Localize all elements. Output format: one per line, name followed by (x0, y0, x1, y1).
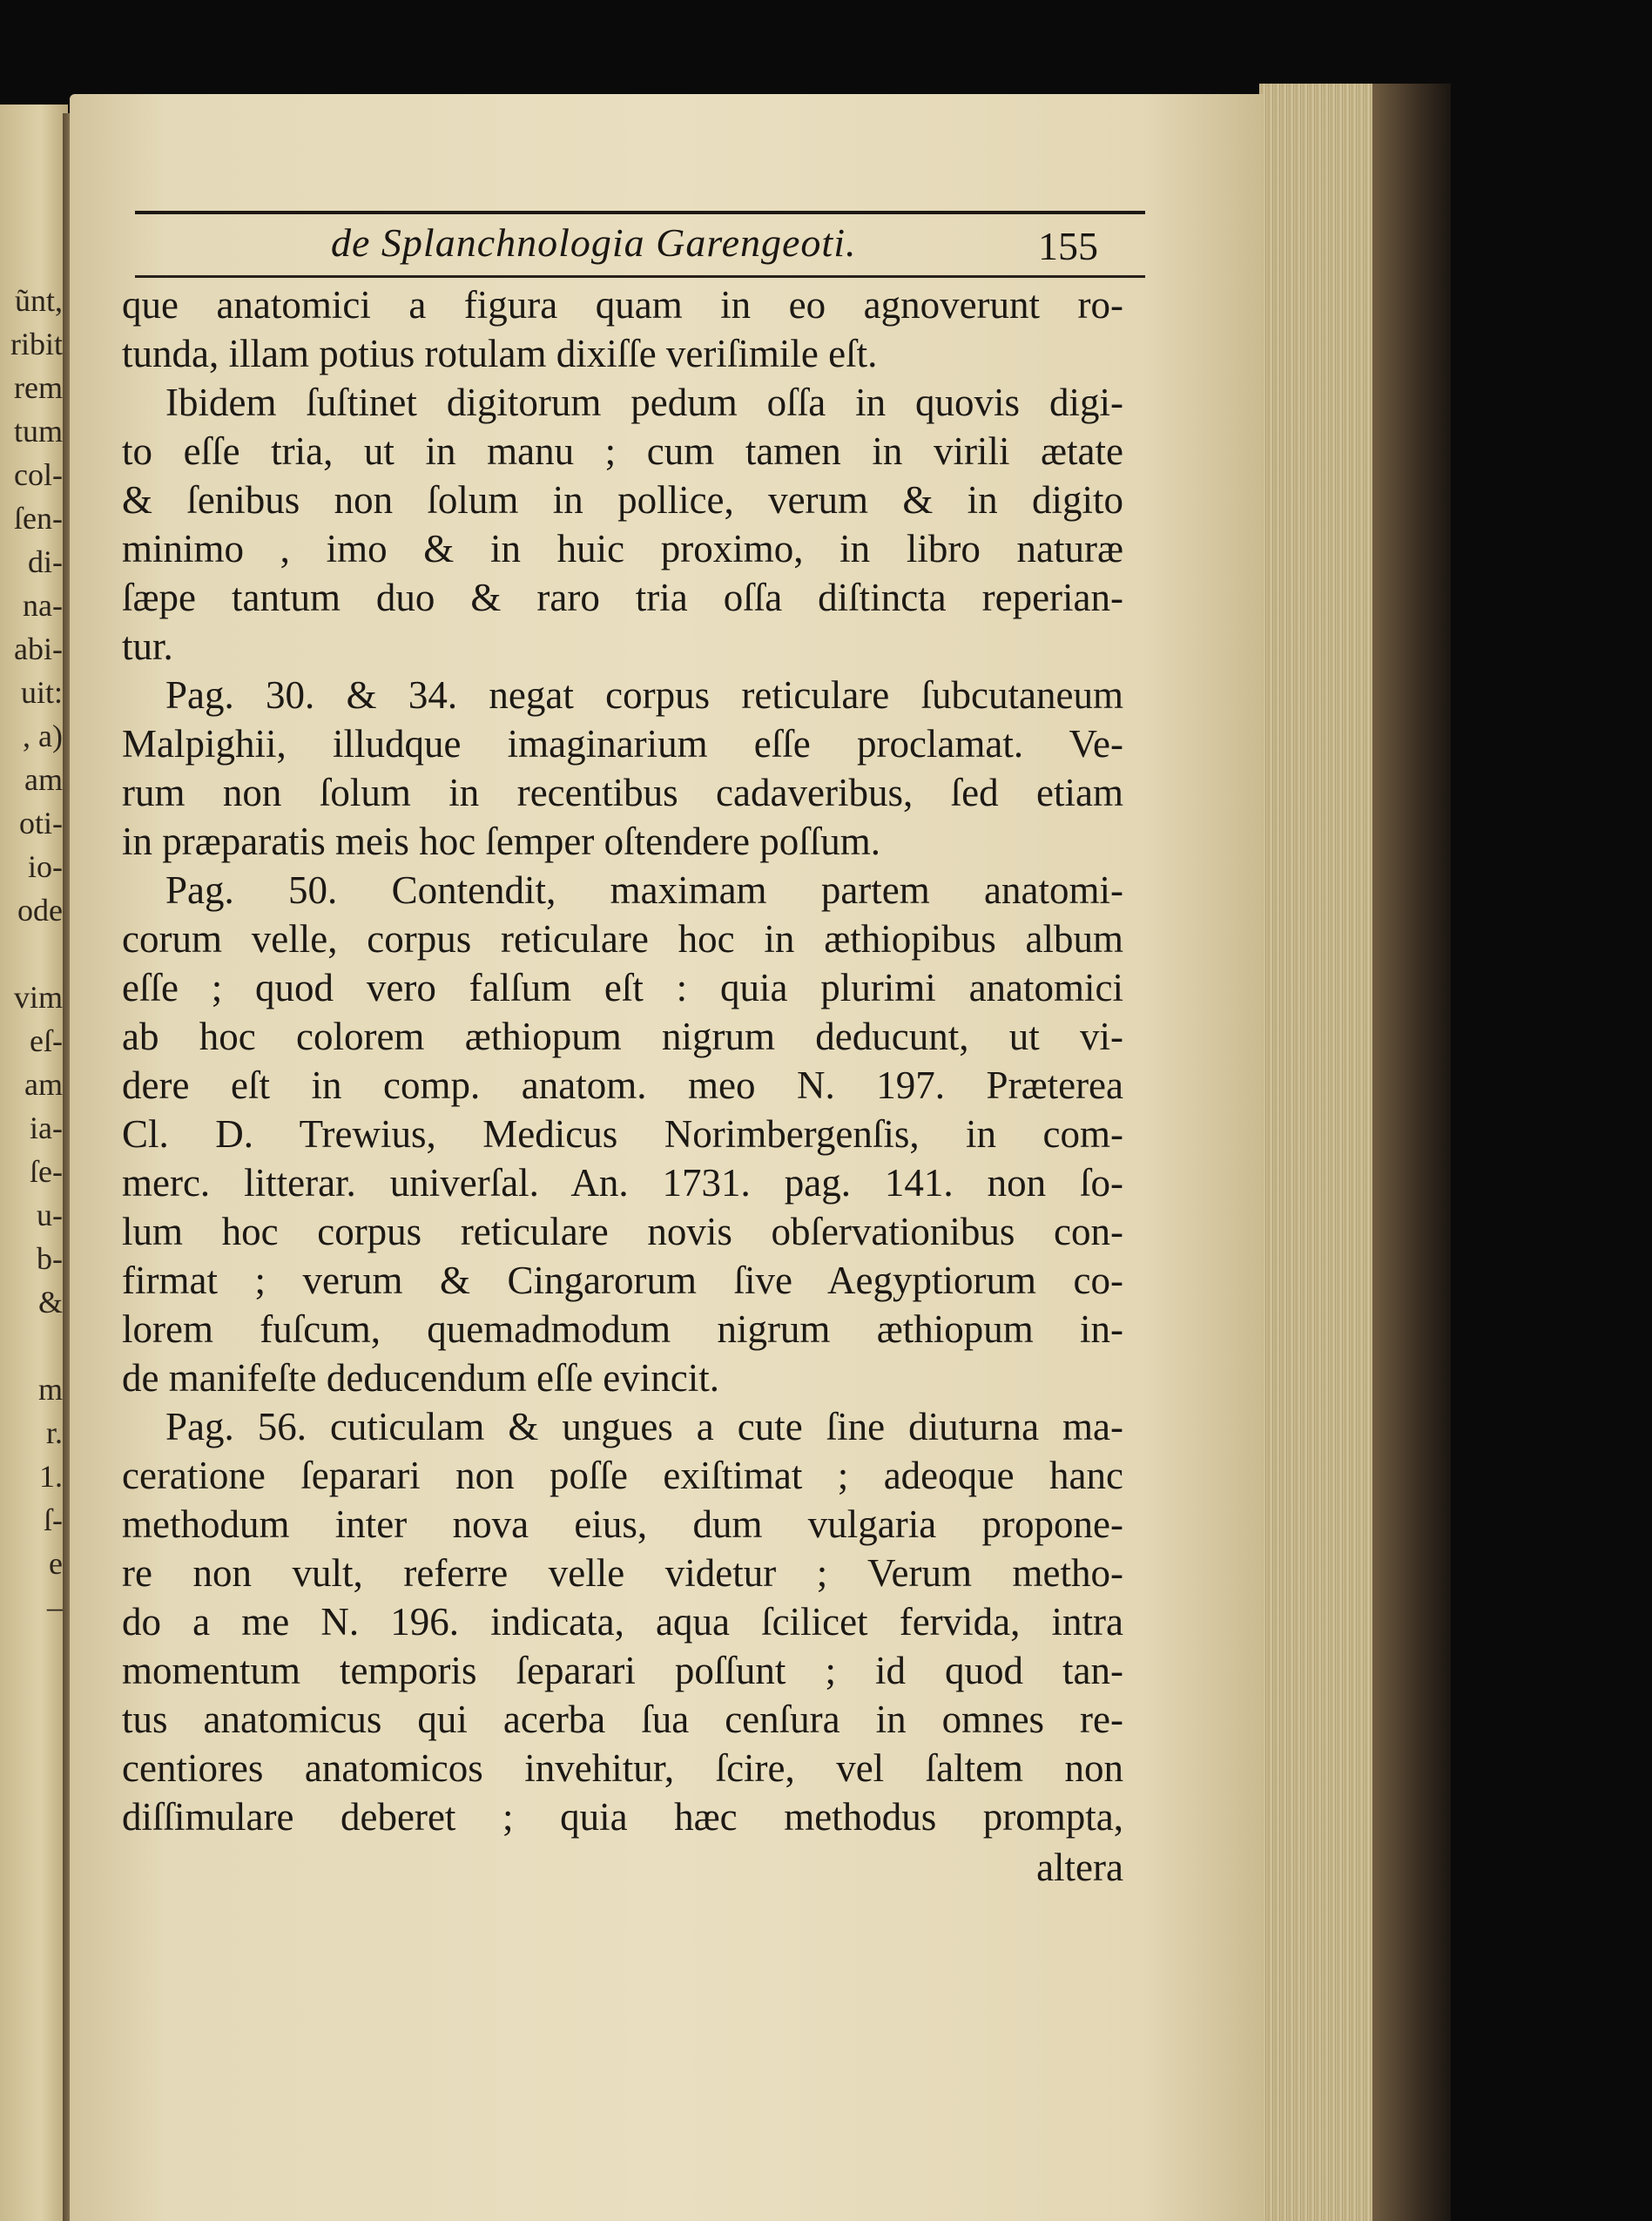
text-line: re non vult, referre velle videtur ; Verum metho- (122, 1551, 1123, 1595)
text-line: Ibidem ſuſtinet digitorum pedum oſſa in quovis digi- (165, 381, 1123, 424)
facing-fragment: col- (14, 457, 63, 492)
text-line: corum velle, corpus reticulare hoc in æthiopibus album (122, 917, 1123, 961)
text-line: Malpighii, illudque imaginarium eſſe proclamat. Ve- (122, 722, 1123, 766)
facing-fragment: di- (28, 544, 63, 579)
text-line: Cl. D. Trewius, Medicus Norimbergenſis, in com- (122, 1112, 1123, 1156)
text-line: centiores anatomicos invehitur, ſcire, vel ſaltem non (122, 1746, 1123, 1790)
facing-fragment: abi- (14, 631, 63, 666)
text-line: methodum inter nova eius, dum vulgaria propone- (122, 1502, 1123, 1546)
text-line: lum hoc corpus reticulare novis obſervationibus con- (122, 1210, 1123, 1253)
text-block (122, 280, 1123, 1892)
facing-fragment: ſ- (44, 1502, 63, 1537)
text-line: Pag. 56. cuticulam & ungues a cute ſine diuturna ma- (165, 1405, 1123, 1448)
facing-fragment (0, 1324, 68, 1367)
facing-fragment: 1. (39, 1459, 63, 1494)
facing-fragment: ode (17, 893, 63, 928)
page-number: 155 (1038, 224, 1098, 268)
facing-fragment: am (24, 1067, 63, 1102)
text-line: Pag. 50. Contendit, maximam partem anatomi- (165, 868, 1123, 912)
facing-fragment: rem (14, 370, 63, 405)
text-line: & ſenibus non ſolum in pollice, verum & in digito (122, 478, 1123, 522)
facing-fragment (0, 932, 68, 975)
facing-fragment: b- (37, 1241, 63, 1276)
text-line: dere eſt in comp. anatom. meo N. 197. Præterea (122, 1063, 1123, 1107)
facing-fragment: m (37, 1372, 63, 1407)
text-line: firmat ; verum & Cingarorum ſive Aegyptiorum co- (122, 1259, 1123, 1302)
facing-fragment: oti- (19, 806, 63, 840)
facing-fragment: e (49, 1546, 63, 1581)
text-line: in præparatis meis hoc ſemper oſtendere poſſum. (122, 820, 881, 863)
catchword: altera (1036, 1846, 1123, 1889)
text-line: diſſimulare deberet ; quia hæc methodus prompta, (122, 1795, 1123, 1839)
text-line: tur. (122, 624, 173, 668)
text-line: lorem fuſcum, quemadmodum nigrum æthiopum in- (122, 1307, 1123, 1351)
text-line: merc. litterar. univerſal. An. 1731. pag. 141. non ſo- (122, 1161, 1123, 1205)
text-line: ceratione ſeparari non poſſe exiſtimat ; adeoque hanc (122, 1454, 1123, 1497)
facing-fragment: am (24, 762, 63, 797)
facing-fragment: ſe- (30, 1154, 63, 1189)
header-rule-top (135, 211, 1145, 214)
page-block-edges (1259, 84, 1390, 2221)
text-line: eſſe ; quod vero falſum eſt : quia plurimi anatomici (122, 966, 1123, 1009)
text-line: minimo , imo & in huic proximo, in libro naturæ (122, 527, 1123, 570)
facing-fragment: r. (45, 1415, 63, 1450)
facing-fragment: ribit (10, 327, 63, 361)
text-line: tus anatomicus qui acerba ſua cenſura in omnes re- (122, 1698, 1123, 1741)
text-line: ſæpe tantum duo & raro tria oſſa diſtincta reperian- (122, 576, 1123, 619)
text-line: de manifeſte deducendum eſſe evincit. (122, 1356, 719, 1400)
facing-fragment: io- (28, 849, 63, 884)
running-head: de Splanchnologia Garengeoti. (331, 220, 857, 265)
facing-fragment: , a) (23, 719, 63, 753)
facing-fragment: tum (13, 414, 63, 449)
facing-page-edge (0, 105, 68, 2221)
facing-fragment: ſen- (14, 501, 63, 536)
text-line: ab hoc colorem æthiopum nigrum deducunt, ut vi- (122, 1015, 1123, 1058)
text-line: to eſſe tria, ut in manu ; cum tamen in virili ætate (122, 429, 1123, 473)
facing-fragment: – (47, 1590, 63, 1624)
text-line: Pag. 30. & 34. negat corpus reticulare ſubcutaneum (165, 673, 1123, 717)
facing-fragment: u- (37, 1198, 63, 1232)
facing-page-text (0, 279, 68, 1629)
facing-fragment: na- (23, 588, 63, 623)
facing-fragment: vim (13, 980, 63, 1015)
text-line: que anatomici a figura quam in eo agnoverunt ro- (122, 283, 1123, 327)
text-line: rum non ſolum in recentibus cadaveribus, ſed etiam (122, 771, 1123, 814)
header-rule-bottom (135, 275, 1145, 278)
facing-fragment: & (37, 1285, 63, 1320)
text-line: do a me N. 196. indicata, aqua ſcilicet fervida, intra (122, 1600, 1123, 1644)
facing-fragment: uit: (20, 675, 63, 710)
facing-fragment: ia- (30, 1110, 63, 1145)
facing-fragment: eſ- (30, 1023, 63, 1058)
facing-fragment: ũnt, (14, 283, 63, 318)
text-line: tunda, illam potius rotulam dixiſſe veriſimile eſt. (122, 332, 878, 375)
text-line: momentum temporis ſeparari poſſunt ; id quod tan- (122, 1649, 1123, 1692)
